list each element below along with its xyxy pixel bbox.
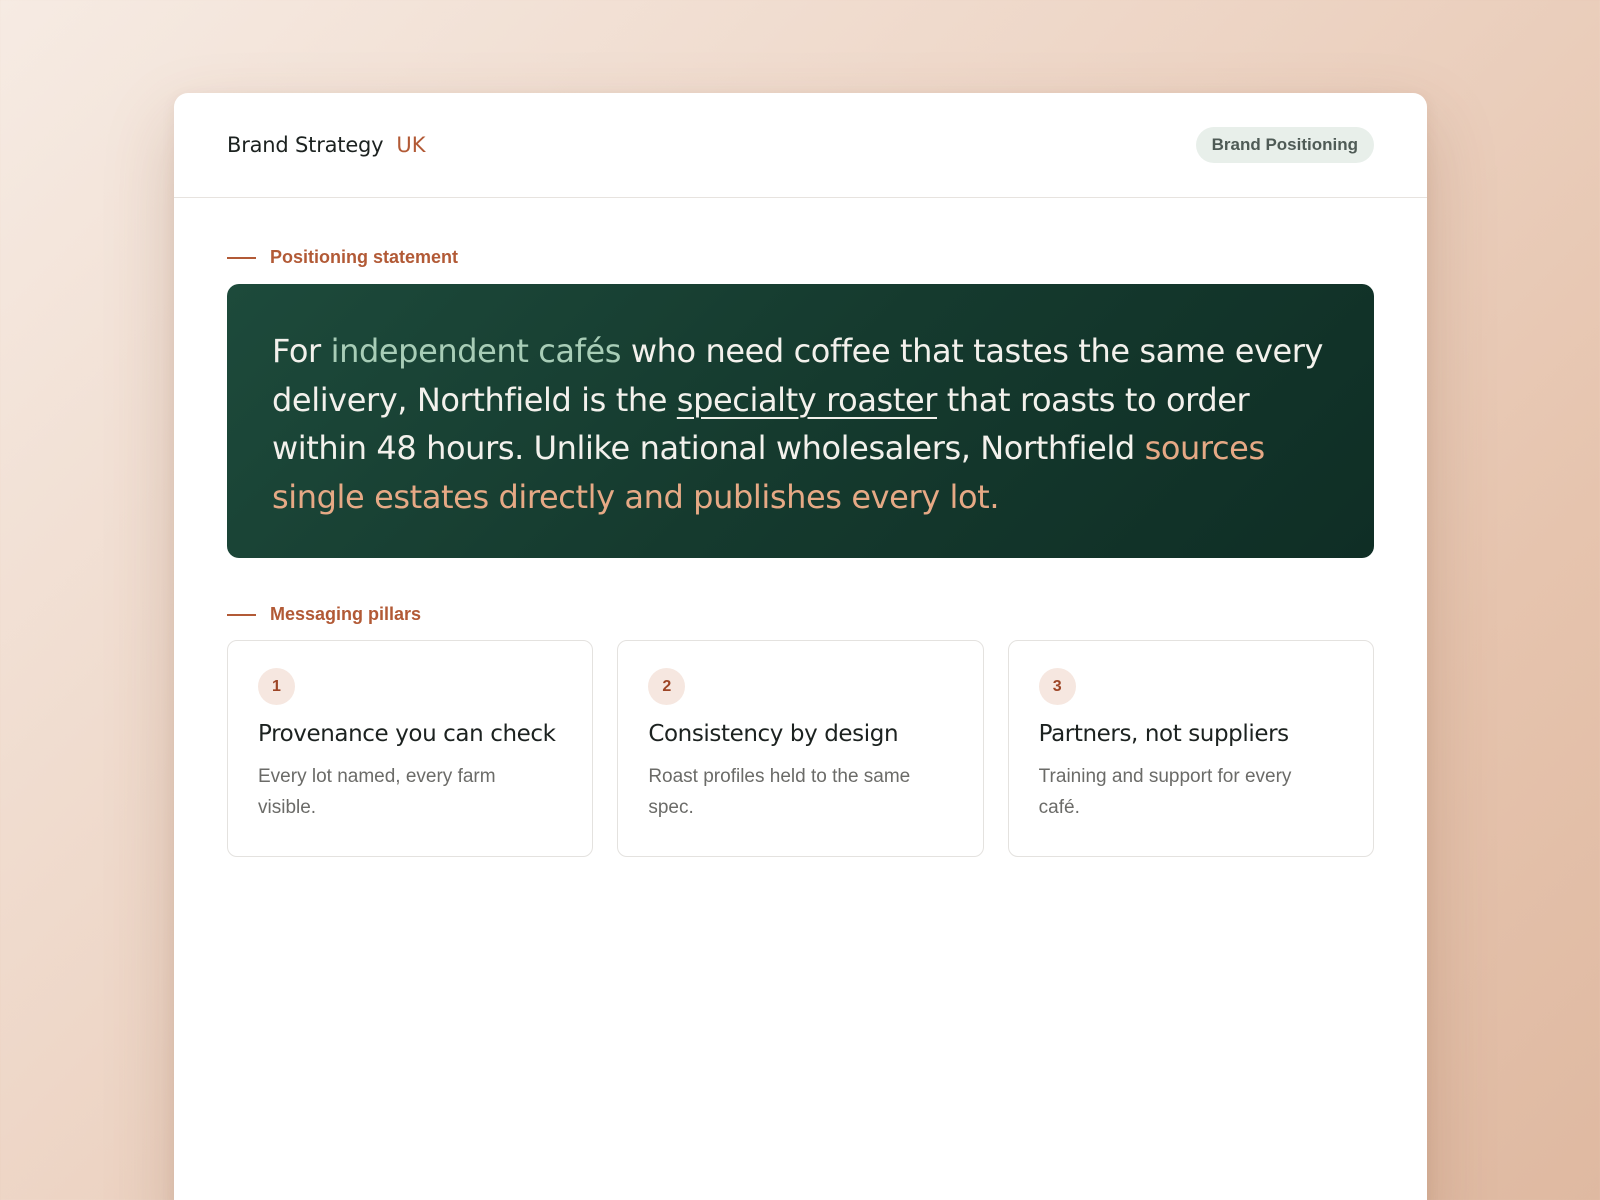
pillar-number-badge: 3 xyxy=(1039,668,1076,705)
statement-text: For xyxy=(272,332,331,370)
statement-highlight-differentiator: sources single estates directly and publishes every lot. xyxy=(272,429,1265,516)
pillar-description: Roast profiles held to the same spec. xyxy=(648,766,911,818)
brand-card xyxy=(174,93,1427,1200)
pillar-title: Consistency by design xyxy=(648,721,899,747)
pillars-label-text: Messaging pillars xyxy=(270,604,422,624)
pillar-card xyxy=(617,640,983,857)
pillar-description: Training and support for every café. xyxy=(1038,766,1292,818)
pillar-title: Provenance you can check xyxy=(258,721,556,747)
statement-text: that roasts to order within 48 hours. Unlike national wholesalers, Northfield xyxy=(272,380,1250,467)
statement-highlight-category: specialty roaster xyxy=(676,380,938,419)
pillar-title: Partners, not suppliers xyxy=(1038,721,1289,747)
brand-name: Brand Strategy xyxy=(227,133,384,157)
pillar-card xyxy=(227,640,593,857)
statement-text: who need coffee that tastes the same every delivery, Northfield is the xyxy=(272,332,1324,419)
pillars-grid xyxy=(227,640,1374,857)
pillars-section-label xyxy=(227,604,1427,625)
brand-region: UK xyxy=(396,133,426,157)
positioning-label-text: Positioning statement xyxy=(270,247,459,267)
pillar-number-badge: 1 xyxy=(258,668,295,705)
pillar-description: Every lot named, every farm visible. xyxy=(258,766,496,818)
label-dash xyxy=(227,614,256,616)
statement-highlight-audience: independent cafés xyxy=(330,332,622,370)
positioning-section-label xyxy=(227,247,1427,268)
positioning-statement xyxy=(227,284,1374,558)
pillar-number-badge: 2 xyxy=(648,668,685,705)
section-tag: Brand Positioning xyxy=(1196,127,1374,163)
brand-title xyxy=(227,133,426,157)
card-header xyxy=(174,93,1427,198)
pillar-card xyxy=(1008,640,1374,857)
label-dash xyxy=(227,257,256,259)
